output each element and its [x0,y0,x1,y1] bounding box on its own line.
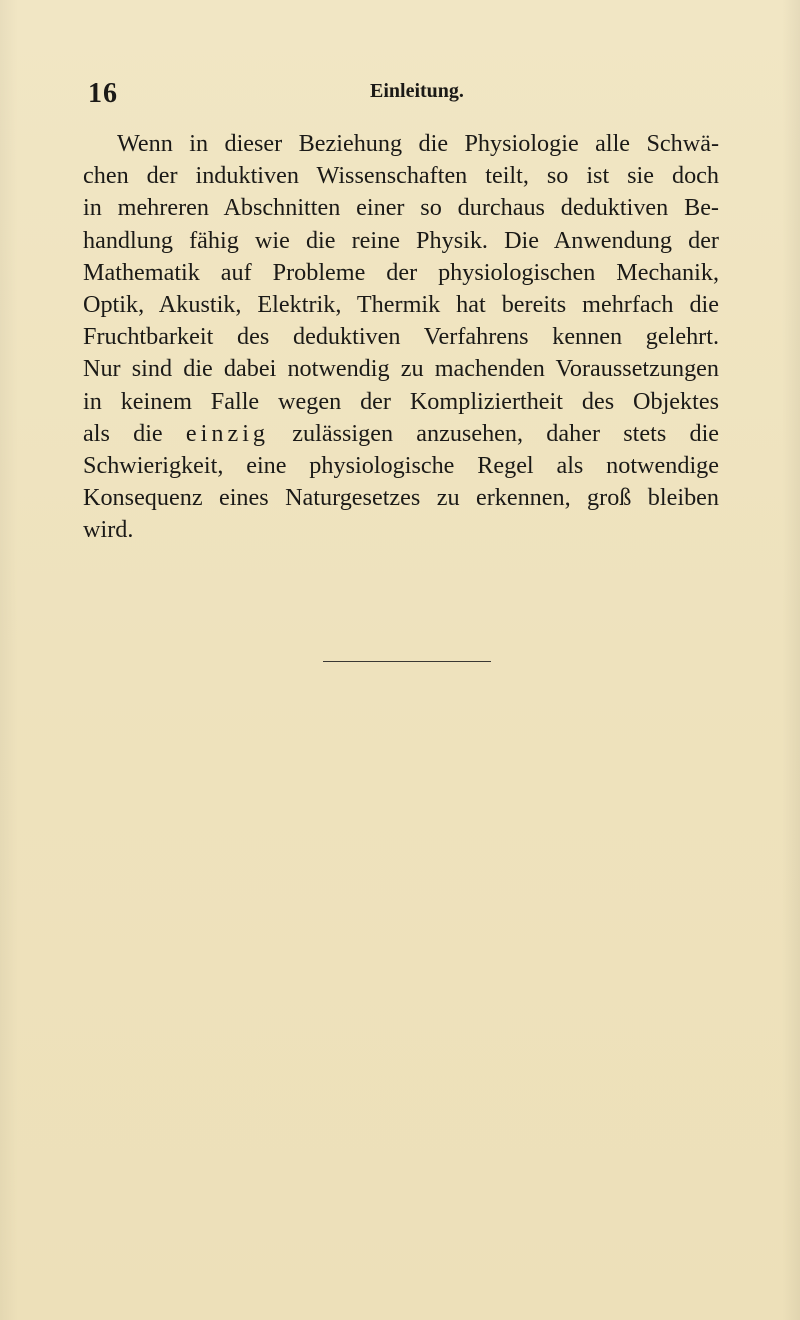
text-line: Mathematik auf Probleme der physiologischen Mechanik, [83,258,719,286]
text-line: chen der induktiven Wissenschaften teilt, so ist sie doch [83,162,719,190]
text-segment: als die [83,419,163,447]
text-line: Fruchtbarkeit des deduktiven Verfahrens kennen gelehrt. [83,323,719,351]
text-line: Wenn in dieser Beziehung die Physiologie alle Schwä- [117,130,719,157]
text-line: wird. [83,516,134,544]
emphasized-word: einzig [185,419,270,447]
running-title: Einleitung. [370,80,464,102]
text-line: handlung fähig wie die reine Physik. Die Anwendung der [83,226,719,254]
page-header [88,74,716,114]
text-line: Nur sind die dabei notwendig zu machenden Voraussetzungen [83,355,719,383]
text-line [83,418,719,450]
text-line: Konsequenz eines Naturgesetzes zu erkennen, groß bleiben [83,484,719,512]
text-line: in mehreren Abschnitten einer so durchaus deduktiven Be- [83,194,719,222]
text-segment: zulässigen anzusehen, daher stets die [292,419,720,447]
text-line: in keinem Falle wegen der Kompliziertheit des Objektes [83,387,719,415]
section-end-rule [323,661,491,662]
page-number: 16 [88,78,118,109]
text-line: Schwierigkeit, eine physiologische Regel als notwendige [83,452,719,480]
text-line: Optik, Akustik, Elektrik, Thermik hat bereits mehrfach die [83,291,719,319]
body-paragraph [83,128,719,547]
